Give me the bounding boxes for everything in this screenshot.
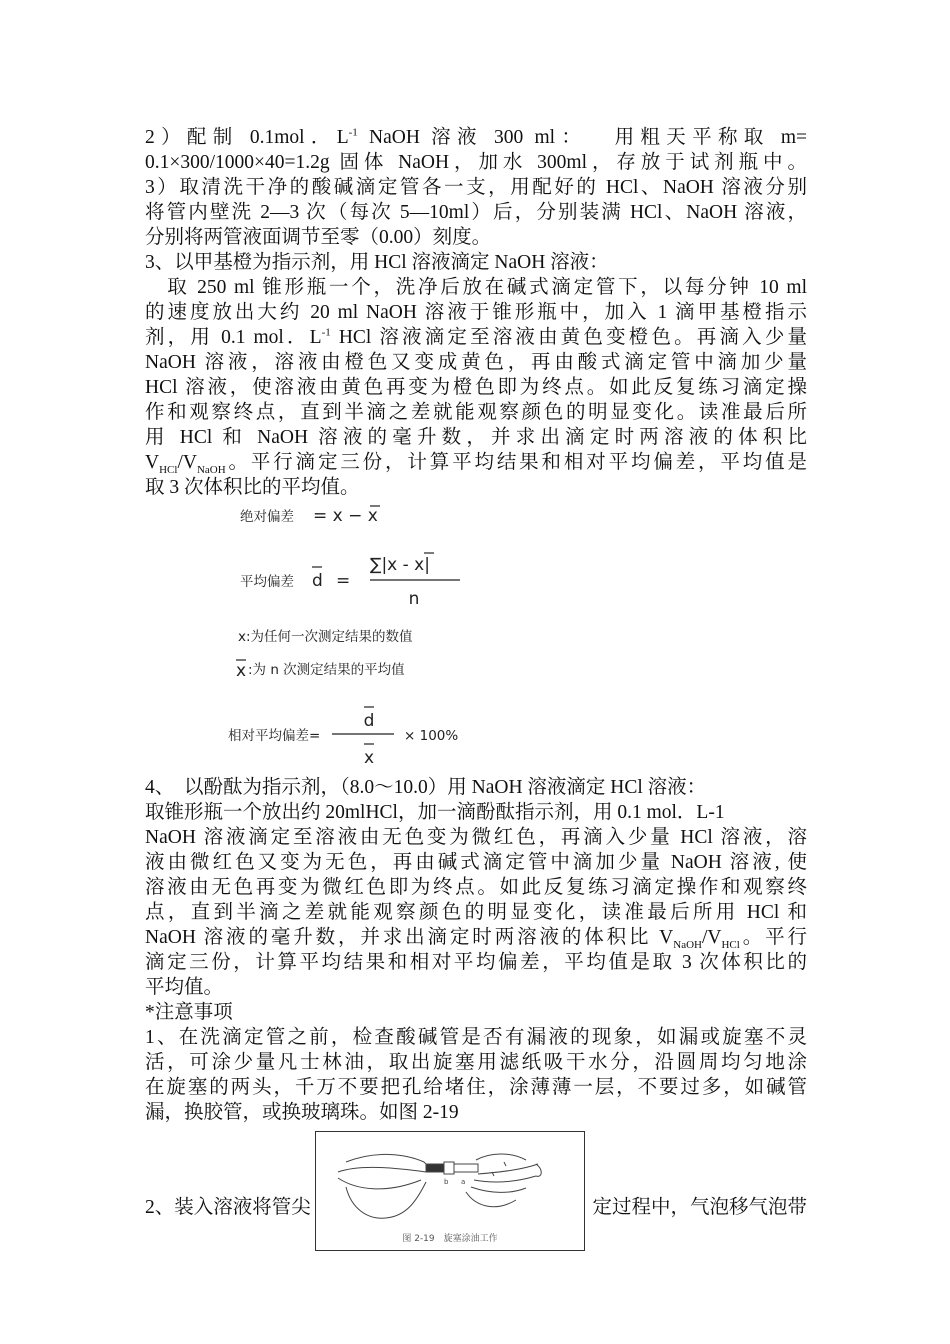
text-line: $V_{HCl}/V_{NaOH}$。平行滴定三份，计算平均结果和相对平均偏差，平均值是 — [145, 452, 807, 476]
text-line: HCl 溶液，使溶液由黄色再变为橙色即为终点。如此反复练习滴定操 — [145, 377, 807, 398]
note-xbar-symbol: x — [236, 661, 247, 681]
text-line: 0.1×300/1000×40=1.2g 固体 NaOH，加水 300ml，存放于试剂瓶中。 — [145, 152, 807, 173]
text-line: 平均值。 — [145, 977, 224, 998]
avg-denominator: n — [408, 589, 420, 609]
figure-label-b: b — [444, 1178, 449, 1186]
text-line: 2、装入溶液将管尖 定过程中，气泡移气泡带 — [145, 1197, 807, 1218]
rel-numerator: d — [363, 711, 375, 731]
text-line: NaOH 溶液的毫升数，并求出滴定时两溶液的体积比 $V_{NaOH}/V_{HCl}$。平行 — [145, 927, 807, 951]
text-line: 取 250 ml 锥形瓶一个，洗净后放在碱式滴定管下，以每分钟 10 ml — [145, 277, 807, 298]
text-line: 分别将两管液面调节至零（0.00）刻度。 — [145, 227, 492, 248]
text-line: 取锥形瓶一个放出约 20mlHCl，加一滴酚酞指示剂，用 0.1 mol．L-1 — [145, 802, 725, 823]
section-heading: 3、以甲基橙为指示剂，用 HCl 溶液滴定 NaOH 溶液： — [145, 252, 609, 273]
deviation-formulas — [228, 500, 468, 772]
abs-deviation-expr: = x − x — [313, 506, 378, 526]
text-line: NaOH 溶液滴定至溶液由无色变为微红色，再滴入少量 HCl 溶液，溶 — [145, 827, 807, 848]
text-line: 1、在洗滴定管之前，检查酸碱管是否有漏液的现象，如漏或旋塞不灵 — [145, 1027, 807, 1048]
text-line: 液由微红色又变为无色，再由碱式滴定管中滴加少量 NaOH 溶液, 使 — [145, 852, 807, 873]
avg-numerator: ∑|x - x| — [370, 555, 430, 575]
avg-equals: = — [336, 571, 351, 591]
text-line: 漏，换胶管，或换玻璃珠。如图 2-19 — [145, 1102, 459, 1123]
figure-caption: 图 2-19 旋塞涂油工作 — [402, 1234, 498, 1244]
section-heading: *注意事项 — [145, 1002, 233, 1023]
text-line: 3）取清洗干净的酸碱滴定管各一支，用配好的 HCl、NaOH 溶液分别 — [145, 177, 807, 198]
note-xbar: :为 n 次测定结果的平均值 — [248, 662, 405, 678]
avg-d-symbol: d — [312, 571, 323, 591]
rel-denominator: x — [363, 748, 375, 768]
section-heading: 4、 以酚酞为指示剂，（8.0～10.0）用 NaOH 溶液滴定 HCl 溶液： — [145, 777, 707, 798]
rel-percent: × 100% — [404, 728, 459, 744]
text-line: 溶液由无色再变为微红色即为终点。如此反复练习滴定操作和观察终 — [145, 877, 807, 898]
text-line: 在旋塞的两头，千万不要把孔给堵住，涂薄薄一层，不要过多，如碱管 — [145, 1077, 807, 1098]
text-line: 取 3 次体积比的平均值。 — [145, 477, 360, 498]
abs-deviation-label: 绝对偏差 — [240, 509, 294, 525]
text-line: NaOH 溶液，溶液由橙色又变成黄色，再由酸式滴定管中滴加少量 — [145, 352, 807, 373]
text-line: 滴定三份，计算平均结果和相对平均偏差，平均值是取 3 次体积比的 — [145, 952, 807, 973]
rel-deviation-label: 相对平均偏差= — [228, 728, 321, 744]
text-line: 用 HCl 和 NaOH 溶液的毫升数，并求出滴定时两溶液的体积比 — [145, 427, 807, 448]
text-line: 剂，用 0.1 mol．$L^{-1}$ HCl 溶液滴定至溶液由黄色变橙色。再滴入少量 — [145, 326, 807, 348]
text-line: 点，直到半滴之差就能观察颜色的明显变化，读准最后所用 HCl 和 — [145, 902, 807, 923]
text-line: 的速度放出大约 20 ml NaOH 溶液于锥形瓶中，加入 1 滴甲基橙指示 — [145, 302, 807, 323]
text-line: 将管内壁洗 2—3 次（每次 5—10ml）后，分别装满 HCl、NaOH 溶液， — [145, 202, 807, 223]
text-line: 2）配制 0.1mol．$L^{-1}$ NaOH 溶液 300 ml： 用粗天平称取 m= — [145, 126, 808, 148]
figure-label-a: a — [461, 1178, 466, 1186]
text-line: 作和观察终点，直到半滴之差就能观察颜色的明显变化。读准最后所 — [145, 402, 807, 423]
text-line: 活，可涂少量凡士林油，取出旋塞用滤纸吸干水分，沿圆周均匀地涂 — [145, 1052, 807, 1073]
avg-deviation-label: 平均偏差 — [240, 574, 294, 590]
note-x: x:为任何一次测定结果的数值 — [238, 629, 413, 645]
stopcock-greasing-figure — [315, 1131, 585, 1251]
